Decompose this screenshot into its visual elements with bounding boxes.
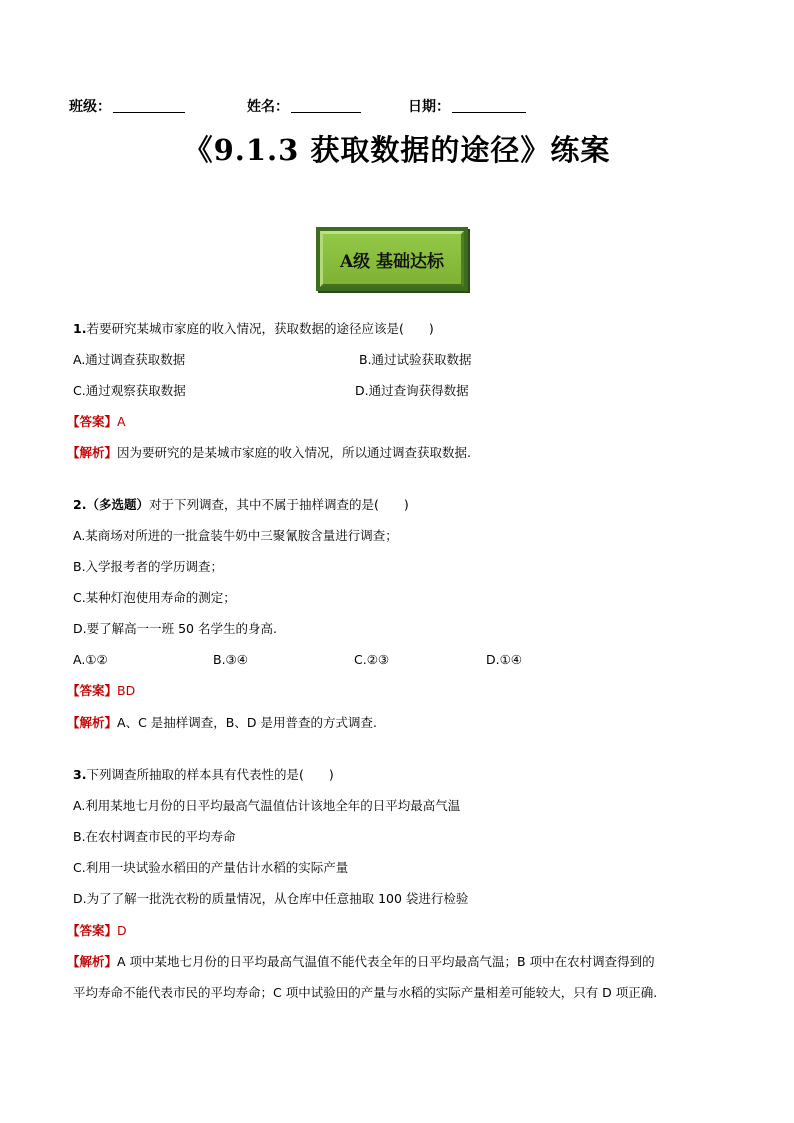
q2-analysis-tag: 【解析】 — [67, 715, 118, 730]
q3-answer-tag: 【答案】 — [67, 923, 118, 938]
q1-analysis-tag: 【解析】 — [67, 445, 118, 460]
q3-analysis-line1: A 项中某地七月份的日平均最高气温值不能代表全年的日平均最高气温；B 项中在农村调查得到的 — [117, 954, 655, 969]
q1-analysis-text: 因为要研究的是某城市家庭的收入情况，所以通过调查获取数据. — [117, 445, 471, 460]
q2-answer — [67, 682, 135, 700]
q2-stem-text: 对于下列调查，其中不属于抽样调查的是( ) — [148, 497, 409, 512]
page-title: 《9.1.3 获取数据的途径》练案 — [183, 133, 611, 167]
q1-option-d: D.通过查询获得数据 — [355, 383, 469, 398]
q3-analysis — [67, 953, 655, 971]
date-blank[interactable] — [452, 98, 526, 113]
q3-stem-text: 下列调查所抽取的样本具有代表性的是( ) — [86, 767, 334, 782]
q3-answer-value: D — [117, 923, 127, 938]
q2-stem — [73, 496, 409, 514]
class-blank[interactable] — [113, 98, 185, 113]
q2-option-c: C.②③ — [354, 652, 390, 667]
q2-answer-value: BD — [117, 683, 136, 698]
level-badge-label: A级 基础达标 — [320, 231, 464, 287]
level-badge — [316, 227, 468, 291]
q1-stem — [73, 320, 434, 338]
class-field[interactable] — [69, 96, 185, 116]
q2-analysis — [67, 714, 377, 732]
q2-option-a: A.①② — [73, 652, 108, 667]
class-label: 班级： — [69, 99, 111, 115]
q2-analysis-text: A、C 是抽样调查，B、D 是用普查的方式调查. — [117, 715, 377, 730]
q3-stem — [73, 766, 334, 784]
q3-option-c: C.利用一块试验水稻田的产量估计水稻的实际产量 — [73, 860, 349, 875]
q2-option-b: B.③④ — [213, 652, 248, 667]
q1-answer-value: A — [117, 414, 126, 429]
q2-item-3: C.某种灯泡使用寿命的测定； — [73, 590, 236, 605]
q1-option-a: A.通过调查获取数据 — [73, 352, 186, 367]
q1-stem-text: 若要研究某城市家庭的收入情况，获取数据的途径应该是( ) — [86, 321, 434, 336]
q3-number: 3. — [73, 767, 87, 782]
q1-answer — [67, 413, 126, 431]
name-blank[interactable] — [291, 98, 361, 113]
q1-option-b: B.通过试验获取数据 — [359, 352, 472, 367]
name-field[interactable] — [247, 96, 361, 116]
q2-item-4: D.要了解高一一班 50 名学生的身高. — [73, 621, 277, 636]
date-field[interactable] — [408, 96, 526, 116]
q2-option-d: D.①④ — [486, 652, 523, 667]
q2-answer-tag: 【答案】 — [67, 683, 118, 698]
q1-number: 1. — [73, 321, 87, 336]
q1-answer-tag: 【答案】 — [67, 414, 118, 429]
date-label: 日期： — [408, 99, 450, 115]
q1-option-c: C.通过观察获取数据 — [73, 383, 186, 398]
q3-option-a: A.利用某地七月份的日平均最高气温值估计该地全年的日平均最高气温 — [73, 798, 461, 813]
q3-answer — [67, 922, 127, 940]
q2-type: （多选题） — [86, 497, 149, 512]
q1-analysis — [67, 444, 471, 462]
q3-analysis-tag: 【解析】 — [67, 954, 118, 969]
q3-option-d: D.为了了解一批洗衣粉的质量情况，从仓库中任意抽取 100 袋进行检验 — [73, 891, 469, 906]
q3-analysis-line2: 平均寿命不能代表市民的平均寿命；C 项中试验田的产量与水稻的实际产量相差可能较大，只有 D 项正确. — [73, 985, 658, 1000]
name-label: 姓名： — [247, 99, 289, 115]
q3-option-b: B.在农村调查市民的平均寿命 — [73, 829, 236, 844]
q2-number: 2. — [73, 497, 87, 512]
q2-item-2: B.入学报考者的学历调查； — [73, 559, 224, 574]
q2-item-1: A.某商场对所进的一批盒装牛奶中三聚氰胺含量进行调查； — [73, 528, 398, 543]
